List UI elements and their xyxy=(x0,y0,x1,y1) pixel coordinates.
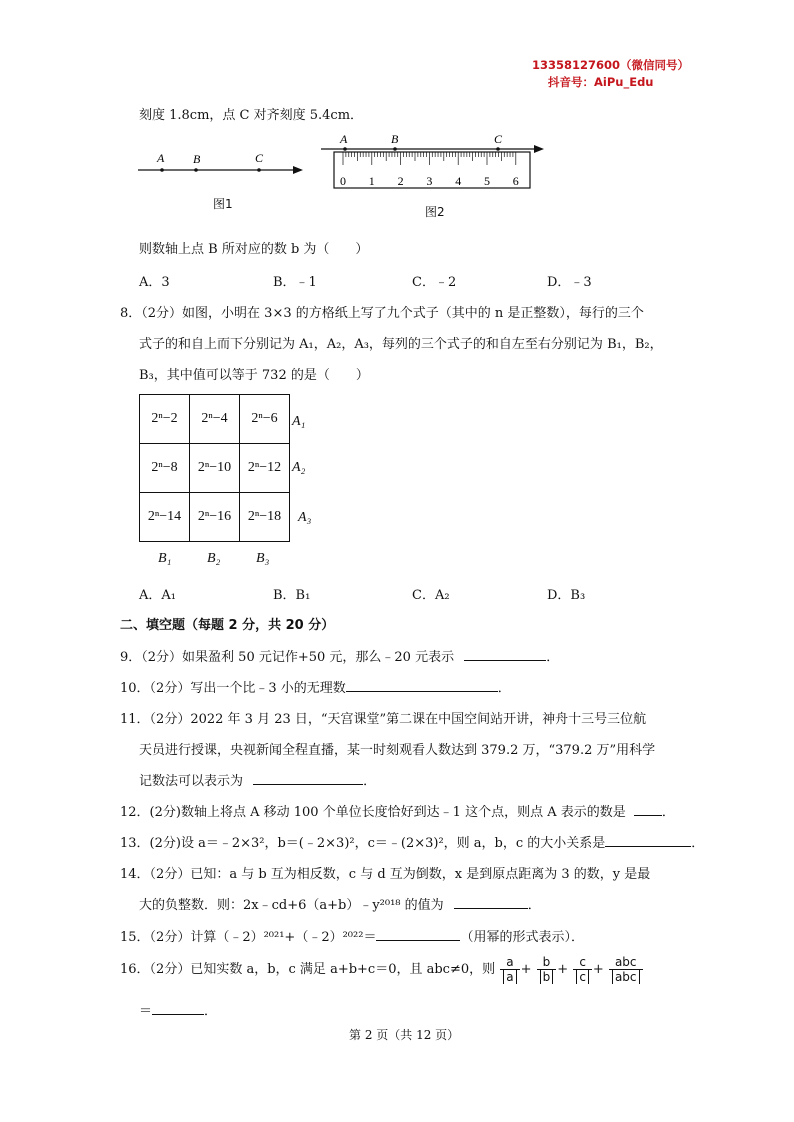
q12-text: 12．(2分)数轴上将点 A 移动 100 个单位长度恰好到达﹣1 这个点，则点 A 表示的数是 xyxy=(120,805,626,820)
fig1-point-c xyxy=(257,168,261,172)
fraction-c: $\frac{c}{c}$ xyxy=(573,955,592,984)
grid-cell: 2ⁿ−2 xyxy=(140,395,190,444)
q7-question: 则数轴上点 B 所对应的数 b 为（ ） xyxy=(139,242,369,257)
q14-end: ． xyxy=(527,898,541,913)
q12-answer-blank[interactable] xyxy=(634,803,662,816)
ruler-number: 1 xyxy=(368,174,375,188)
ruler-number: 4 xyxy=(455,174,462,188)
grid-cell: 2ⁿ−16 xyxy=(190,493,240,542)
fraction-b: $\frac{b}{b}$ xyxy=(537,955,557,984)
q7-intro: 刻度 1.8cm，点 C 对齐刻度 5.4cm． xyxy=(139,108,364,123)
q13-answer-blank[interactable] xyxy=(605,834,691,847)
q10-text: 10．（2分）写出一个比﹣3 小的无理数 xyxy=(120,681,346,696)
q8-option-c: C．A₂ xyxy=(412,588,450,603)
q11-line2: 天员进行授课，央视新闻全程直播，某一时刻观看人数达到 379.2 万，“379.2 万”用科学 xyxy=(139,743,656,758)
col-label-b2: B₂ xyxy=(207,551,221,566)
q8-text-line1: 8．（2分）如图，小明在 3×3 的方格纸上写了九个式子（其中的 n 是正整数），每行的三个 xyxy=(120,306,644,321)
figure2-ruler xyxy=(318,130,553,192)
q13-text: 13．(2分)设 a＝﹣2×3²，b＝(﹣2×3)²，c＝﹣(2×3)²，则 a，b，c 的大小关系是 xyxy=(120,836,606,851)
q13-end: ． xyxy=(691,836,705,851)
q10-end: ． xyxy=(497,681,511,696)
ruler-number: 5 xyxy=(484,174,490,188)
q8-option-a: A．A₁ xyxy=(139,588,176,603)
q16-line2-wrap xyxy=(139,1000,217,1019)
fig1-label-b: B xyxy=(193,152,201,166)
q11-answer-blank[interactable] xyxy=(253,772,363,785)
ruler-number: 6 xyxy=(512,174,519,188)
q15-answer-blank[interactable] xyxy=(376,928,460,941)
q15-end: （用幂的形式表示）． xyxy=(460,930,584,945)
q16-end: ． xyxy=(204,1004,218,1019)
q10 xyxy=(120,677,511,696)
grid-cell: 2ⁿ−6 xyxy=(240,395,290,444)
ruler-number: 3 xyxy=(426,174,433,188)
q10-answer-blank[interactable] xyxy=(346,679,498,692)
q8-option-b: B．B₁ xyxy=(273,588,311,603)
q12 xyxy=(120,801,675,820)
grid-cell: 2ⁿ−4 xyxy=(190,395,240,444)
contact-douyin: 抖音号：AiPu_Edu xyxy=(548,75,654,89)
row-label-a1: A₁ xyxy=(292,414,306,429)
q14-line2-wrap xyxy=(139,894,541,913)
q7-option-a: A．3 xyxy=(139,275,170,290)
q15-text: 15．（2分）计算（﹣2）²⁰²¹+（﹣2）²⁰²²＝ xyxy=(120,930,377,945)
row-label-a2: A₂ xyxy=(292,460,306,475)
q9-answer-blank[interactable] xyxy=(464,648,546,661)
grid-cell: 2ⁿ−8 xyxy=(140,444,190,493)
q8-expression-grid xyxy=(139,394,290,542)
grid-cell: 2ⁿ−14 xyxy=(140,493,190,542)
fraction-a: $\frac{a}{a}$ xyxy=(500,955,519,984)
q14-line2: 大的负整数．则：2x﹣cd+6（a+b）﹣y²⁰¹⁸ 的值为 xyxy=(139,898,444,913)
q16-line1-wrap: 16．（2分）已知实数 a，b，c 满足 a+b+c＝0，且 abc≠0，则 $\frac{a}{a}$ + $\frac{b}{b}$ + $\frac{c}{c}$ + $\frac{\text{abc}}{\text{abc}}$ xyxy=(120,955,644,984)
figure1-number-line xyxy=(135,145,315,185)
q16-answer-blank[interactable] xyxy=(152,1002,204,1015)
q8-text-line3: B₃，其中值可以等于 732 的是（ ） xyxy=(139,368,369,383)
grid-cell: 2ⁿ−18 xyxy=(240,493,290,542)
grid-cell: 2ⁿ−12 xyxy=(240,444,290,493)
q11-line3-wrap xyxy=(139,770,376,789)
q9-end: ． xyxy=(546,650,560,665)
q16-line1: 16．（2分）已知实数 a，b，c 满足 a+b+c＝0，且 abc≠0，则 xyxy=(120,962,496,977)
q14-answer-blank[interactable] xyxy=(454,896,528,909)
fraction-abc: $\frac{\text{abc}}{\text{abc}}$ xyxy=(609,955,643,984)
q11-end: ． xyxy=(363,774,377,789)
q11-line3: 记数法可以表示为 xyxy=(139,774,244,789)
q9-text: 9．（2分）如果盈利 50 元记作+50 元，那么﹣20 元表示 xyxy=(120,650,455,665)
fig2-label-c: C xyxy=(494,132,503,146)
q9 xyxy=(120,646,559,665)
q11-line1: 11．（2分）2022 年 3 月 23 日，“天宫课堂”第二课在中国空间站开讲，神舟十三号三位航 xyxy=(120,712,647,727)
q8-option-d: D．B₃ xyxy=(547,588,586,603)
grid-cell: 2ⁿ−10 xyxy=(190,444,240,493)
fig2-label-a: A xyxy=(340,132,348,146)
section-title: 二、填空题（每题 2 分，共 20 分） xyxy=(120,618,335,633)
q7-option-d: D．﹣3 xyxy=(547,275,592,290)
fig2-label-b: B xyxy=(391,132,399,146)
row-label-a3: A₃ xyxy=(298,510,312,525)
figure1-caption: 图1 xyxy=(213,197,233,211)
ruler-number: 2 xyxy=(397,174,404,188)
q16-line2: ＝ xyxy=(139,1004,153,1019)
q15 xyxy=(120,926,584,945)
ruler-number: 0 xyxy=(340,174,346,188)
fig1-label-c: C xyxy=(255,151,264,165)
contact-phone: 13358127600（微信同号） xyxy=(532,58,690,72)
q14-line1: 14．（2分）已知：a 与 b 互为相反数，c 与 d 互为倒数，x 是到原点距离为 3 的数，y 是最 xyxy=(120,867,651,882)
fig1-label-a: A xyxy=(157,151,165,165)
q7-option-c: C．﹣2 xyxy=(412,275,457,290)
q12-end: ． xyxy=(661,805,675,820)
q8-text-line2: 式子的和自上而下分别记为 A₁，A₂，A₃，每列的三个式子的和自左至右分别记为 B₁，B₂， xyxy=(139,337,663,352)
q7-option-b: B．﹣1 xyxy=(273,275,317,290)
col-label-b1: B₁ xyxy=(158,551,172,566)
q13 xyxy=(120,832,704,851)
page-footer: 第 2 页（共 12 页） xyxy=(349,1028,460,1042)
col-label-b3: B₃ xyxy=(256,551,270,566)
figure2-caption: 图2 xyxy=(425,205,445,219)
fig1-point-a xyxy=(160,168,164,172)
fig1-point-b xyxy=(194,168,198,172)
